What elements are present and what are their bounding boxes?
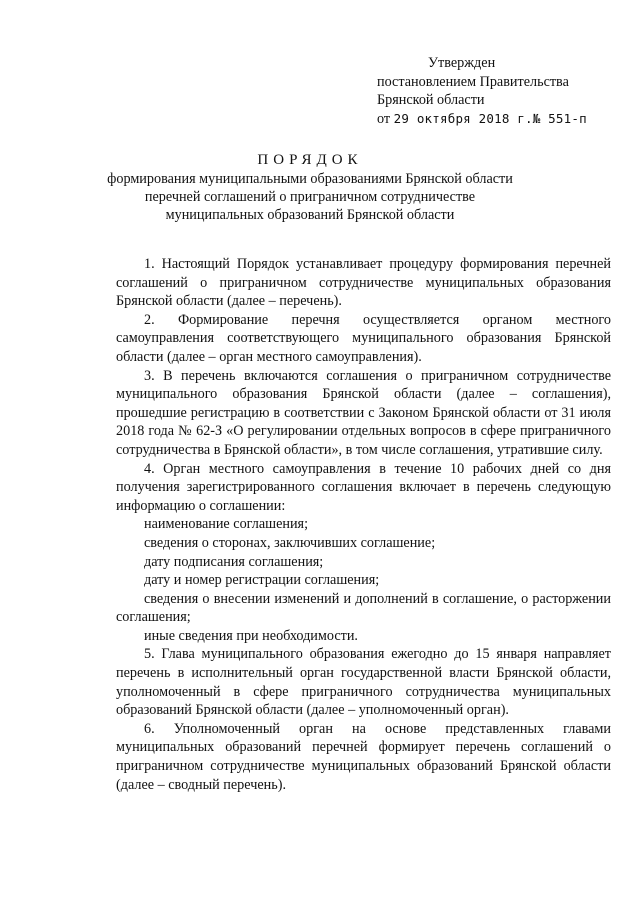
approval-line-date [377, 110, 627, 129]
list-item: сведения о сторонах, заключивших соглашение; [144, 534, 436, 551]
document-subtitle-line-1: формирования муниципальными образованиями Брянской области [107, 171, 513, 187]
paragraph-4: 4. Орган местного самоуправления в течение 10 рабочих дней со дня получения зарегистрированного соглашения включает в перечень следующую информацию о соглашении: [116, 460, 611, 514]
list-item: иные сведения при необходимости. [144, 627, 358, 644]
list-item: сведения о внесении изменений и дополнений в соглашение, о расторжении соглашения; [116, 590, 611, 626]
approval-line-resolution: постановлением Правительства [377, 73, 569, 90]
list-item: дату и номер регистрации соглашения; [144, 572, 380, 589]
paragraph-2: 2. Формирование перечня осуществляется органом местного самоуправления соответствующего муниципального образования Брянской области (далее – орган местного самоуправления). [116, 311, 611, 365]
document-title: ПОРЯДОК [257, 152, 363, 168]
paragraph-5: 5. Глава муниципального образования ежегодно до 15 января направляет перечень в исполнительный орган государственной власти Брянской области, уполномоченный в сфере приграничного сотрудничества муниципальных образований Брянской области (далее – уполномоченный орган). [116, 646, 611, 719]
list-item: дату подписания соглашения; [144, 553, 324, 570]
approval-date-prefix: от [377, 110, 391, 127]
paragraph-1: 1. Настоящий Порядок устанавливает процедуру формирования перечней соглашений о приграничном сотрудничестве муниципальных образования Брянской области (далее – перечень). [116, 256, 611, 310]
paragraph-3: 3. В перечень включаются соглашения о приграничном сотрудничестве муниципального образования Брянской области (далее – соглашения), прошедшие регистрацию в соответствии с Законом Брянской области от 31 июля 2018 года № 62-З «О регулировании отдельных вопросов в сфере приграничного сотрудничества в Брянской области», в том числе соглашения, утратившие силу. [116, 367, 611, 458]
approval-stamp [377, 54, 627, 128]
document-subtitle-line-3: муниципальных образований Брянской области [165, 207, 455, 223]
document-heading [100, 151, 520, 224]
list-item: наименование соглашения; [144, 516, 309, 533]
approval-date-value: 29 октября 2018 г.№ 551-п [393, 110, 587, 126]
document-body [116, 255, 611, 794]
approval-line-region: Брянской области [377, 92, 485, 108]
approval-line-approved: Утвержден [428, 55, 496, 71]
document-subtitle-line-2: перечней соглашений о приграничном сотрудничестве [144, 189, 476, 205]
paragraph-6: 6. Уполномоченный орган на основе представленных главами муниципальных образований перечней формирует перечень соглашений о приграничном сотрудничестве муниципальных образований Брянской области (далее – сводный перечень). [116, 720, 611, 793]
